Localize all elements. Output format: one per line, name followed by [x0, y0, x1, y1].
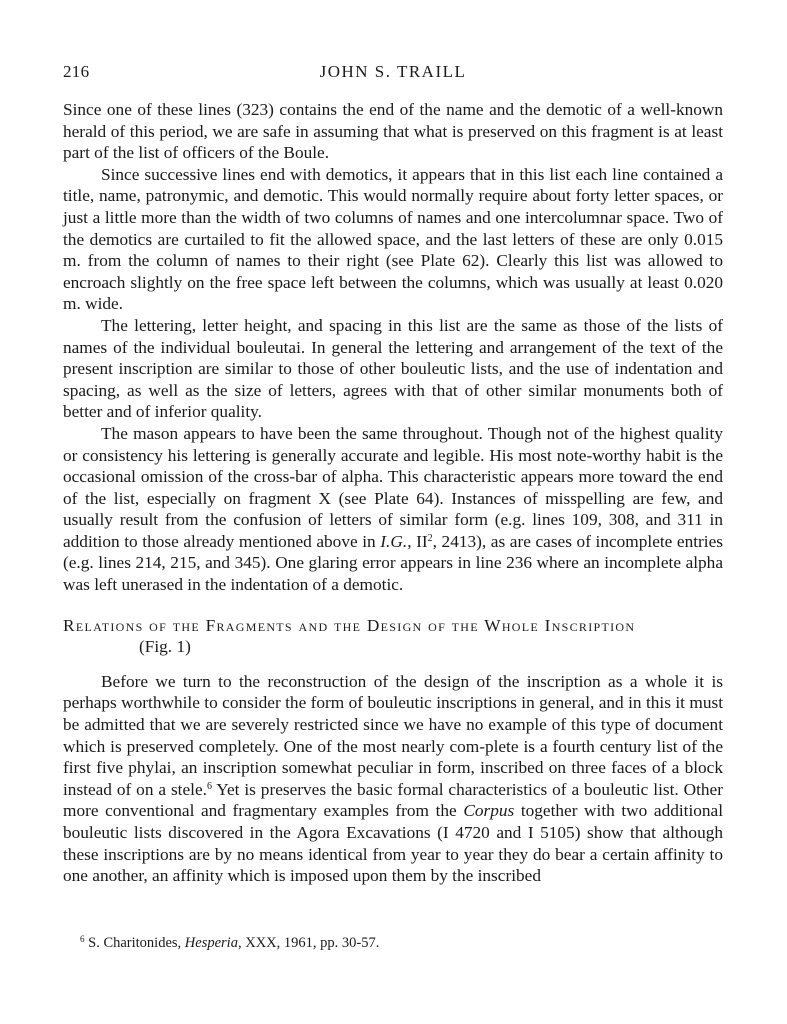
footnote-author: S. Charitonides,: [84, 935, 185, 951]
footnote-number: 6: [80, 934, 85, 944]
footnote: [80, 934, 379, 952]
corpus-italic: Corpus: [463, 801, 515, 821]
body-text: [63, 99, 723, 887]
section-heading-title: Relations of the Fragments and the Design of the Whole Inscription: [63, 615, 636, 635]
section-heading: [63, 615, 723, 658]
footnote-citation: , XXX, 1961, pp. 30-57.: [237, 935, 380, 951]
paragraph-3: The lettering, letter height, and spacing in this list are the same as those of the lists of names of the individual bouleutai. In general the lettering and arrangement of the text of the present inscription are similar to those of other bouleutic lists, and the use of indentation and spacing, as well as the size of letters, agrees with that of other similar monuments both of better and of inferior quality.: [63, 315, 723, 422]
section-heading-figure-ref: (Fig. 1): [139, 637, 191, 657]
ig-abbreviation: I.G.: [380, 531, 408, 551]
paragraph-4-text-b: , II: [407, 531, 428, 551]
paragraph-4-text-a: The mason appears to have been the same throughout. Though not of the highest quality or consistency his lettering is generally accurate and legible. His most note-worthy habit is the occasional omission of the cross-bar of alpha. This characteristic appears more toward the end of the list, especially on fragment X (see Plate 64). Instances of misspelling are few, and usually result from the confusion of letters of similar form (e.g. lines 109, 308, and 311 in addition to those already mentioned above in: [63, 423, 723, 551]
running-title: JOHN S. TRAILL: [319, 62, 467, 81]
footnote-journal: Hesperia: [184, 935, 238, 951]
page-number: 216: [63, 62, 90, 81]
paragraph-2: Since successive lines end with demotics, it appears that in this list each line contained a title, name, patronymic, and demotic. This would normally require about forty letter spaces, or just a little more than the width of two columns of names and one intercolumnar space. Two of the demotics are curtailed to fit the allowed space, and the last letters of these are only 0.015 m. from the column of names to their right (see Plate 62). Clearly this list was allowed to encroach slightly on the free space left between the columns, which was usually at least 0.020 m. wide.: [63, 164, 723, 314]
page: [63, 62, 723, 887]
running-head: [63, 62, 723, 86]
paragraph-5-text-a: Before we turn to the reconstruction of the design of the inscription as a whole it is perhaps worthwhile to consider the form of bouleutic inscriptions in general, and in this it must be admitted that we are severely restricted since we have no example of this type of document which is preserved completely. One of the most nearly com-plete is a fourth century list of the first five phylai, an inscription somewhat peculiar in form, inscribed on three faces of a block instead of on a stele.: [63, 671, 723, 799]
paragraph-4-text-c: , 2413), as are cases of incomplete entries (e.g. lines 214, 215, and 345). One glaring error appears in line 236 where an incomplete alpha was left unerased in the indentation of a demotic.: [63, 531, 723, 595]
paragraph-1: Since one of these lines (323) contains the end of the name and the demotic of a well-known herald of this period, we are safe in assuming that what is preserved on this fragment is at least part of the list of officers of the Boule.: [63, 100, 723, 163]
ig-edition-superscript: 2: [427, 532, 433, 544]
paragraph-5: [63, 671, 723, 887]
paragraph-4: [63, 423, 723, 596]
paragraph-5-text-c: together with two additional bouleutic lists discovered in the Agora Excavations (I 4720 and I 5105) show that although these inscriptions are by no means identical from year to year they do bear a certain affinity to one another, an affinity which is imposed upon them by the inscribed: [63, 801, 724, 886]
footnote-reference: 6: [206, 780, 212, 792]
paragraph-5-text-b: Yet is preserves the basic formal characteristics of a bouleutic list. Other more conventional and fragmentary examples from the: [63, 779, 723, 821]
